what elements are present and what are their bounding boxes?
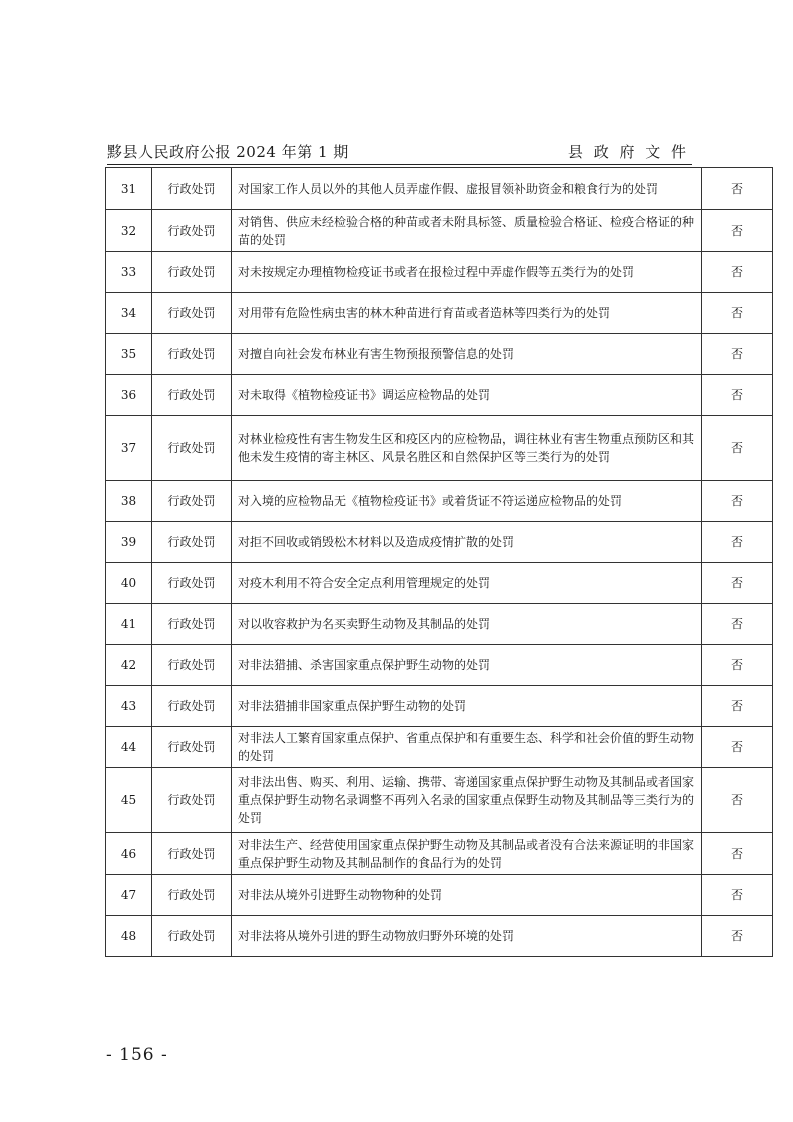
row-item-name: 对未取得《植物检疫证书》调运应检物品的处罚 [232, 375, 702, 416]
row-flag: 否 [702, 833, 773, 875]
row-number: 35 [106, 334, 152, 375]
table-row [106, 916, 773, 957]
row-number: 48 [106, 916, 152, 957]
table-row [106, 252, 773, 293]
row-type: 行政处罚 [152, 645, 232, 686]
table-row [106, 768, 773, 833]
table-row [106, 833, 773, 875]
row-item-name: 对未按规定办理植物检疫证书或者在报检过程中弄虚作假等五类行为的处罚 [232, 252, 702, 293]
row-number: 47 [106, 875, 152, 916]
row-item-name: 对非法出售、购买、利用、运输、携带、寄递国家重点保护野生动物及其制品或者国家重点保护野生动物名录调整不再列入名录的国家重点保野生动物及其制品等三类行为的处罚 [232, 768, 702, 833]
section-title: 县 政 府 文 件 [567, 143, 689, 161]
row-number: 39 [106, 522, 152, 563]
row-type: 行政处罚 [152, 768, 232, 833]
row-type: 行政处罚 [152, 604, 232, 645]
row-flag: 否 [702, 375, 773, 416]
bulletin-title: 黟县人民政府公报 2024 年第 1 期 [107, 143, 349, 161]
items-table-body [106, 168, 773, 957]
row-item-name: 对非法从境外引进野生动物物种的处罚 [232, 875, 702, 916]
table-row [106, 686, 773, 727]
row-number: 37 [106, 416, 152, 481]
row-flag: 否 [702, 604, 773, 645]
row-flag: 否 [702, 522, 773, 563]
row-item-name: 对疫木利用不符合安全定点利用管理规定的处罚 [232, 563, 702, 604]
running-header [107, 141, 689, 165]
row-number: 46 [106, 833, 152, 875]
table-row [106, 727, 773, 768]
row-type: 行政处罚 [152, 416, 232, 481]
row-flag: 否 [702, 481, 773, 522]
row-number: 41 [106, 604, 152, 645]
row-number: 38 [106, 481, 152, 522]
row-flag: 否 [702, 916, 773, 957]
table-row [106, 293, 773, 334]
row-item-name: 对非法将从境外引进的野生动物放归野外环境的处罚 [232, 916, 702, 957]
row-number: 33 [106, 252, 152, 293]
row-type: 行政处罚 [152, 686, 232, 727]
row-number: 43 [106, 686, 152, 727]
row-item-name: 对拒不回收或销毁松木材料以及造成疫情扩散的处罚 [232, 522, 702, 563]
row-type: 行政处罚 [152, 727, 232, 768]
row-type: 行政处罚 [152, 916, 232, 957]
table-row [106, 875, 773, 916]
table-row [106, 563, 773, 604]
items-table [105, 167, 773, 957]
table-row [106, 481, 773, 522]
row-item-name: 对非法人工繁育国家重点保护、省重点保护和有重要生态、科学和社会价值的野生动物的处罚 [232, 727, 702, 768]
row-number: 31 [106, 168, 152, 210]
row-item-name: 对销售、供应未经检验合格的种苗或者未附具标签、质量检验合格证、检疫合格证的种苗的处罚 [232, 210, 702, 252]
row-flag: 否 [702, 252, 773, 293]
table-row [106, 168, 773, 210]
row-flag: 否 [702, 768, 773, 833]
row-flag: 否 [702, 727, 773, 768]
row-flag: 否 [702, 293, 773, 334]
row-number: 34 [106, 293, 152, 334]
row-item-name: 对以收容救护为名买卖野生动物及其制品的处罚 [232, 604, 702, 645]
row-item-name: 对擅自向社会发布林业有害生物预报预警信息的处罚 [232, 334, 702, 375]
row-number: 32 [106, 210, 152, 252]
table-row [106, 334, 773, 375]
row-type: 行政处罚 [152, 875, 232, 916]
row-type: 行政处罚 [152, 522, 232, 563]
row-flag: 否 [702, 645, 773, 686]
row-flag: 否 [702, 210, 773, 252]
row-item-name: 对林业检疫性有害生物发生区和疫区内的应检物品，调往林业有害生物重点预防区和其他未发生疫情的寄主林区、风景名胜区和自然保护区等三类行为的处罚 [232, 416, 702, 481]
row-type: 行政处罚 [152, 168, 232, 210]
table-row [106, 604, 773, 645]
row-type: 行政处罚 [152, 563, 232, 604]
row-number: 40 [106, 563, 152, 604]
row-type: 行政处罚 [152, 293, 232, 334]
row-flag: 否 [702, 563, 773, 604]
row-item-name: 对入境的应检物品无《植物检疫证书》或着货证不符运递应检物品的处罚 [232, 481, 702, 522]
row-type: 行政处罚 [152, 375, 232, 416]
table-row [106, 375, 773, 416]
row-number: 45 [106, 768, 152, 833]
row-flag: 否 [702, 416, 773, 481]
table-row [106, 210, 773, 252]
page-number: - 156 - [106, 1045, 168, 1065]
row-flag: 否 [702, 334, 773, 375]
row-type: 行政处罚 [152, 334, 232, 375]
row-type: 行政处罚 [152, 252, 232, 293]
table-row [106, 522, 773, 563]
row-type: 行政处罚 [152, 481, 232, 522]
row-number: 44 [106, 727, 152, 768]
row-type: 行政处罚 [152, 210, 232, 252]
row-flag: 否 [702, 686, 773, 727]
row-flag: 否 [702, 875, 773, 916]
row-type: 行政处罚 [152, 833, 232, 875]
row-number: 36 [106, 375, 152, 416]
row-item-name: 对用带有危险性病虫害的林木种苗进行育苗或者造林等四类行为的处罚 [232, 293, 702, 334]
table-row [106, 645, 773, 686]
row-item-name: 对非法猎捕非国家重点保护野生动物的处罚 [232, 686, 702, 727]
row-flag: 否 [702, 168, 773, 210]
row-item-name: 对国家工作人员以外的其他人员弄虚作假、虚报冒领补助资金和粮食行为的处罚 [232, 168, 702, 210]
row-number: 42 [106, 645, 152, 686]
row-item-name: 对非法生产、经营使用国家重点保护野生动物及其制品或者没有合法来源证明的非国家重点保护野生动物及其制品制作的食品行为的处罚 [232, 833, 702, 875]
header-divider [107, 164, 692, 165]
table-row [106, 416, 773, 481]
row-item-name: 对非法猎捕、杀害国家重点保护野生动物的处罚 [232, 645, 702, 686]
